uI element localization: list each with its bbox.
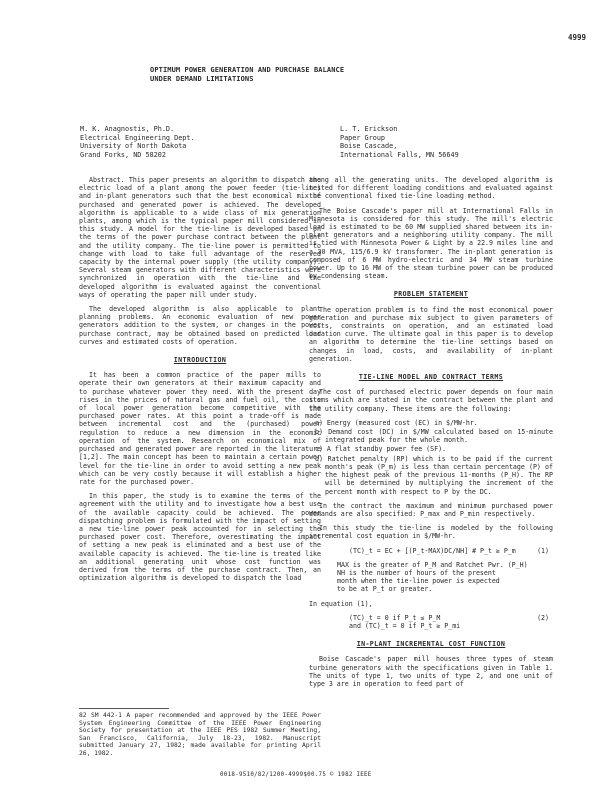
author-block-1 xyxy=(80,125,195,159)
introduction-heading: INTRODUCTION xyxy=(173,356,227,365)
problem-statement-heading: PROBLEM STATEMENT xyxy=(393,290,469,299)
tieline-paragraph-3: In this study the tie-line is modeled by the following incremental cost equation in $/MW-hr. xyxy=(309,524,553,541)
incremental-cost-heading: IN-PLANT INCREMENTAL COST FUNCTION xyxy=(356,640,506,649)
equation-1 xyxy=(309,547,553,555)
footnote xyxy=(79,708,321,758)
where-line: NH is the number of hours of the present xyxy=(337,568,496,577)
footnote-text: 82 SM 442-1 A paper recommended and approved by the IEEE Power System Engineering Committee of the IEEE Power Engineering Society for presentation at the IEEE PES 1982 Summer Meeting, San Francisco, California, July 18-23, 1982. Manuscript submitted January 27, 1982; made available for printing April 26, 1982. xyxy=(79,712,321,757)
left-column xyxy=(79,176,321,588)
list-item: b) Demand cost (DC) in $/MW calculated based on 15-minute integrated peak for the whole month. xyxy=(315,428,553,445)
abstract-text: This paper presents an algorithm to dispatch the electric load of a plant among the power feeder (tie-line) and in-plant generators such that the best economical mix of purchased and generated power is achieved. The developed algorithm is applicable to a wide class of mix generation plants, among which is the typical paper mill considered in this study. A model for the tie-line is developed based on the terms of the power purchase contract between the plant and the utility company. The tie-line power is permitted to change with load to take full advantage of the reserved capacity by the internal power supply (the utility company). Several steam generators with different characteristics were synchronized in operation with the tie-line and the developed algorithm is evaluated against the conventional ways of operating the paper mill under study. xyxy=(79,176,321,299)
author-location: International Falls, MN 56649 xyxy=(340,150,459,159)
author-org: University of North Dakota xyxy=(80,142,187,151)
abstract-paragraph-2: The developed algorithm is also applicable to plant planning problems. An economic evaluation of new power generators addition to the system, or changes in the power purchase contract, may be obtained based on predicted load curves and estimated costs of operation. xyxy=(79,305,321,346)
right-column xyxy=(309,176,553,694)
abstract-label: Abstract. xyxy=(89,176,125,184)
intro-continued-paragraph: among all the generating units. The developed algorithm is tested for different loading conditions and evaluated against the conventional fixed tie-line loading method. xyxy=(309,176,553,201)
tieline-paragraph-2: In the contract the maximum and minimum purchased power demands are also specified: P_max and P_min respectively. xyxy=(309,501,553,518)
where-line: MAX is the greater of P_M and Ratchet Pwr. (P_H) xyxy=(337,560,528,569)
equation-intro: In equation (1), xyxy=(309,599,373,608)
equation-2 xyxy=(309,614,553,630)
tieline-model-heading: TIE-LINE MODEL AND CONTRACT TERMS xyxy=(358,373,504,382)
equation-1-body: (TC)_t = EC + [(P_t-MAX)DC/NH] xyxy=(349,546,469,555)
equation-2-number: (2) xyxy=(537,613,549,622)
where-line: to be at P_t or greater. xyxy=(337,585,433,594)
contract-terms-list xyxy=(309,419,553,496)
equation-2-line-b: and (TC)_t = 0 if P_t ≥ P_mi xyxy=(349,621,461,630)
equation-where-block xyxy=(337,561,553,594)
author-dept: Paper Group xyxy=(340,133,386,142)
abstract-paragraph xyxy=(79,176,321,299)
list-item: d) Ratchet penalty (RP) which is to be paid if the current month's peak (P_m) is less than certain percentage (P) of the highest peak of the previous 11-months (P_H). The RP will be determined by multiplying the increment of the percent month with respect to P by the DC. xyxy=(315,454,553,496)
footnote-rule xyxy=(79,708,169,709)
list-item: c) A flat standby power fee (SF). xyxy=(315,445,447,454)
author-name: L. T. Erickson xyxy=(340,125,398,133)
equation-1-condition: # P_t ≥ P_m xyxy=(472,546,516,555)
author-org: Boise Cascade, xyxy=(340,142,398,151)
incremental-paragraph: Boise Cascade's paper mill houses three types of steam turbine generators with the specifications given in Table 1. The units of type 1, two units of type 2, and one unit of type 3 are in operation to feed part of xyxy=(309,655,553,688)
mill-description-paragraph: The Boise Cascade's paper mill at International Falls in Minnesota is considered for this study. The mill's electric load is estimated to be 60 MW supplied shared between its in-plant generators and a neighboring utility company. The mill is tied with Minnesota Power & Light by a 22.9 miles line and a 30 MVA, 115/6.9 kV transformer. The in-plant generation is composed of 6 MW hydro-electric and 34 MW steam turbine power. Up to 16 MW of the steam turbine power can be produced by condensing steam. xyxy=(309,206,553,281)
problem-paragraph: The operation problem is to find the most economical power generation and purchase mix subject to given parameters of costs, constraints on operation, and an estimated load duration curve. The ultimate goal in this paper is to develop an algorithm to determine the tie-line settings based on changes in load, costs, and availability of in-plant generation. xyxy=(309,305,553,363)
list-item: a) Energy (measured cost (EC) in $/MW-hr. xyxy=(315,418,478,427)
where-line: month when the tie-line power is expected xyxy=(337,577,500,586)
author-block-2 xyxy=(340,125,459,159)
equation-2-line-a: (TC)_t = 0 if P_t ≤ P_M xyxy=(349,613,441,622)
author-dept: Electrical Engineering Dept. xyxy=(80,133,195,142)
copyright-line: 0018-9510/82/1200-4999$00.75 © 1982 IEEE xyxy=(220,772,372,778)
tieline-paragraph-1: The cost of purchased electric power depends on four main items which are stated in the contract between the plant and the utility company. These items are the following: xyxy=(309,388,553,413)
page-number: 4999 xyxy=(567,33,586,42)
intro-paragraph-2: In this paper, the study is to examine the terms of the agreement with the utility and to investigate how a best use of the available capacity could be achieved. The power dispatching problem is formulated with the impact of setting a new tie-line power peak accounted for in selecting the purchased power cost. Therefore, overestimating the impact of setting a new peak is eliminated and a best use of the available capacity is achieved. The tie-line is treated like an additional generating unit whose cost function was derived from the terms of the purchase contract. Then, an optimization algorithm is developed to dispatch the load xyxy=(79,492,321,583)
title-line-2: UNDER DEMAND LIMITATIONS xyxy=(150,75,254,83)
intro-paragraph-1: It has been a common practice of the paper mills to operate their own generators at their maximum capacity and to purchase whatever power they need. With the present day rises in the prices of natural gas and fuel oil, the costs of local power generation become competitive with the purchased power rates. At this point a trade-off is made between incremental cost and the (purchased) power regulation to reduce a new dimension in the economic operation of the system. Research on economical mix of purchased and generated power are reported in the literature [1,2]. The main concept has been to maintain a certain power level for the tie-line in order to avoid setting a new peak which can be very costly because it will establish a higher rate for the purchased power. xyxy=(79,371,321,486)
author-location: Grand Forks, ND 58202 xyxy=(80,150,166,159)
equation-1-number: (1) xyxy=(537,546,549,555)
title-line-1: OPTIMUM POWER GENERATION AND PURCHASE BALANCE xyxy=(150,66,345,74)
author-name: M. K. Anagnostis, Ph.D. xyxy=(80,125,175,133)
paper-title xyxy=(150,66,480,84)
